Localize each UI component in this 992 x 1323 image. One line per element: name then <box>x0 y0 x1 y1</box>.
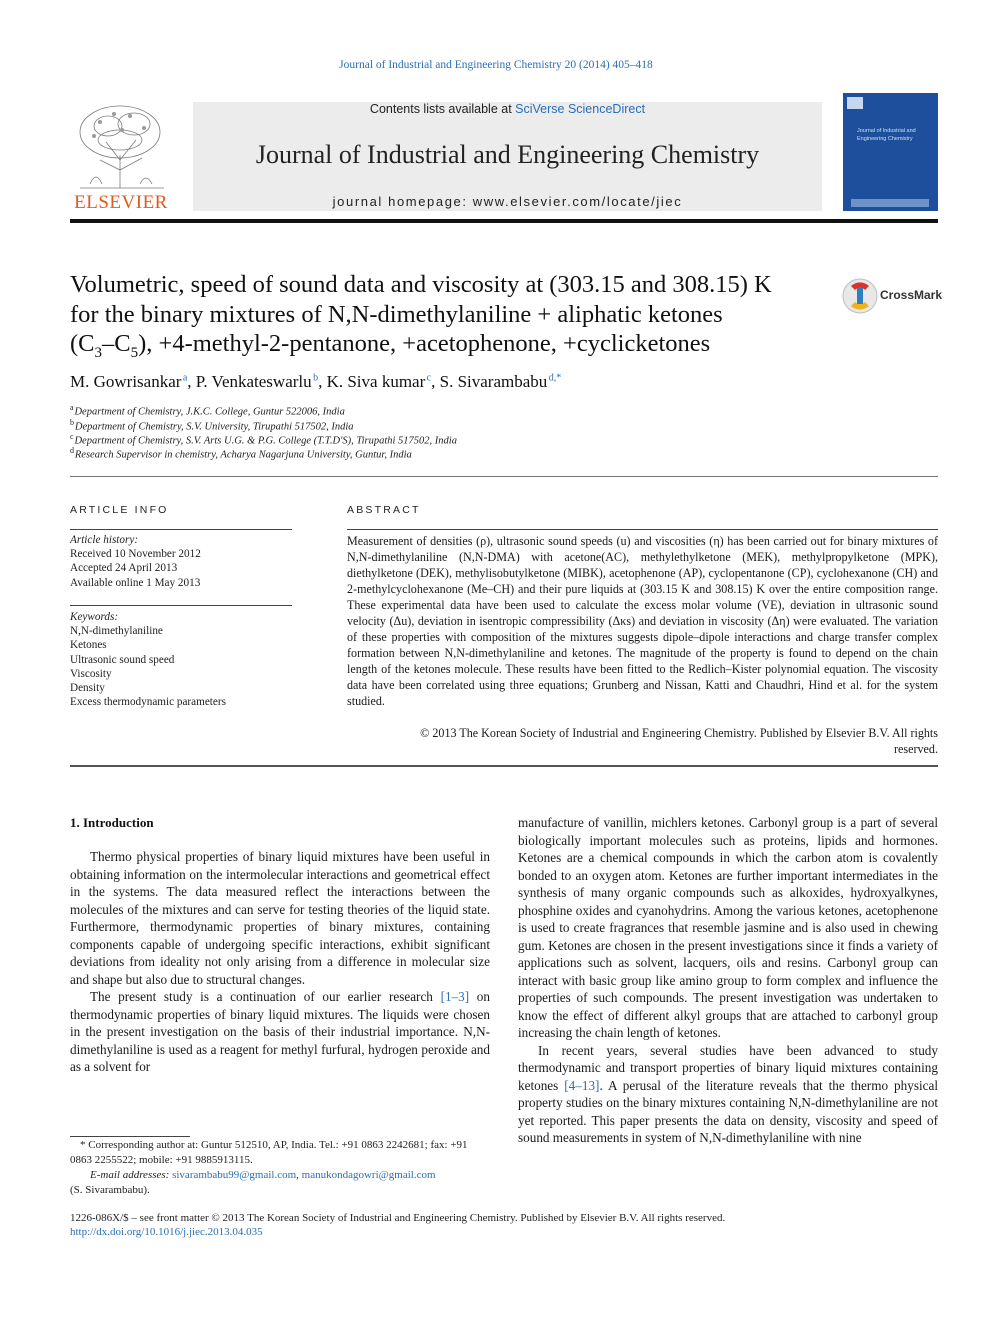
paragraph: manufacture of vanillin, michlers ketones. Carbonyl group is a part of several biologically important molecules such as proteins, lipids and hormones. Ketones are a chemical compounds in which the carbon atom is covalently bonded to an oxygen atom. Ketones are further important intermediates in the synthesis of many organic compounds such as alkoxides, hydroxyalkynes, phosphine oxides and cyanohydrins. Among the various ketones, acetophenone is used to create fragrances that resemble jasmine and is also used in chewing gum. Ketones are chosen in the present investigations since it finds a variety of applications such as solvent, lacquers, oils and resins. Carbonyl group can interact with basic group like amino group to form complex and influence the properties of such compounds. The present investigation was undertaken to know the effect of different alkyl groups that are attached to carbonyl group increasing the chain length of ketones. <box>518 815 938 1040</box>
elsevier-wordmark: ELSEVIER <box>74 192 168 213</box>
contents-availability: Contents lists available at SciVerse ScienceDirect <box>369 102 646 116</box>
paragraph: In recent years, several studies have been advanced to study thermodynamic and transport properties of binary liquid mixtures containing ketones [4–13]. A perusal of the literature reveals that the thermo physical property studies on the binary mixtures containing N,N-dimethylaniline are not yet reported. This paper presents the data on density, viscosity and speed of sound measurements in system of N,N-dimethylaniline with nine <box>518 1042 938 1145</box>
keyword: Ketones <box>70 639 107 652</box>
keyword: Density <box>70 682 105 695</box>
author-name[interactable]: P. Venkateswarlu <box>195 372 312 391</box>
body-column-right <box>518 814 938 1147</box>
keyword: Ultrasonic sound speed <box>70 653 175 666</box>
abstract-heading: ABSTRACT <box>347 504 421 516</box>
author-list: M. Gowrisankar $^a$, P. Venkateswarlu $^b$, K. Siva kumar $^c$, S. Sivarambabu $^{d,*}$ <box>70 372 562 391</box>
abstract-text: Measurement of densities (ρ), ultrasonic sound speeds (u) and viscosities (η) has been carried out for binary mixtures of N,N-dimethylaniline (N,N-DMA) with acetone(AC), methylethylketone (MEK), methylpropylketone (MPK), diethylketone (DEK), methylisobutylketone (MIBK), acetophenone (AP), cyclopentanone (CP), cyclohexanone (CH) and 2-methylcyclohexanone (Me–CH) and their pure liquids at (303.15 K and 308.15) K over the entire composition range. These experimental data have been used to calculate the excess molar volume (VE), deviation in ultrasonic sound velocity (Δu), deviation in isentropic compressibility (Δκs) and deviation in viscosity (Δη) were evaluated. The variation of these properties with composition of the mixtures suggests dipole–dipole interactions and charge transfer complex formation between N,N-dimethylaniline and ketones. The magnitude of the property is found to depend on the chain length of the ketones molecule. These results have been fitted to the Redlich–Kister polynomial equation. The viscosity data have been correlated using three equations; Grunberg and Nissan, Katti and Chaudhri, Hind et al. for the system studied. <box>347 534 938 708</box>
section-heading-introduction: 1. Introduction <box>70 815 154 830</box>
history-rule <box>70 605 292 606</box>
email-link[interactable]: manukondagowri@gmail.com <box>301 1169 436 1181</box>
abstract-copyright: © 2013 The Korean Society of Industrial and Engineering Chemistry. Published by Elsevier B.V. All rights reserved. <box>420 726 938 756</box>
email-link[interactable]: sivarambabu99@gmail.com <box>172 1169 297 1181</box>
author-name[interactable]: M. Gowrisankar <box>70 372 182 391</box>
keyword: Excess thermodynamic parameters <box>70 696 226 709</box>
reference-link[interactable]: [4–13] <box>564 1077 600 1093</box>
issn-line: 1226-086X/$ – see front matter © 2013 The Korean Society of Industrial and Engineering Chemistry. Published by Elsevier B.V. All rights reserved. <box>70 1212 726 1224</box>
author-name[interactable]: S. Sivarambabu <box>439 372 548 391</box>
affiliation-c: $^c$ Department of Chemistry, S.V. Arts U.G. & P.G. College (T.T.D'S), Tirupathi 517502, India <box>70 432 457 447</box>
cover-title: Journal of Industrial and Engineering Chemistry <box>857 128 916 142</box>
affiliation-a: $^a$ Department of Chemistry, J.K.C. College, Guntur 522006, India <box>70 403 345 418</box>
author-name[interactable]: K. Siva kumar <box>326 372 426 391</box>
cover-footer-band <box>851 199 929 207</box>
keyword: Viscosity <box>70 667 112 680</box>
abstract-divider <box>70 765 938 767</box>
article-info-heading: ARTICLE INFO <box>70 504 169 516</box>
article-history: Article history: Received 10 November 2012 Accepted 24 April 2013 Available online 1 May 2013 <box>70 534 201 589</box>
journal-cover-thumbnail[interactable] <box>843 93 938 211</box>
article-info-rule <box>70 529 292 530</box>
doi-link[interactable]: http://dx.doi.org/10.1016/j.jiec.2013.04.035 <box>70 1226 263 1238</box>
journal-citation-link[interactable]: Journal of Industrial and Engineering Chemistry 20 (2014) 405–418 <box>339 59 653 71</box>
paragraph: Thermo physical properties of binary liquid mixtures have been useful in obtaining information on the intermolecular interactions and geometrical effect in the systems. The data measured reflect the interactions between the molecules of the mixtures and can serve for testing theories of the liquid state. Furthermore, thermodynamic properties of binary mixtures, containing components capable of undergoing specific interactions, exhibit significant deviations from ideality not only arising from a difference in molecular size and shape but also due to structural changes. <box>70 849 490 987</box>
keywords-block: Keywords: N,N-dimethylaniline Ketones Ultrasonic sound speed Viscosity Density Excess thermodynamic parameters <box>70 610 292 709</box>
article-title: Volumetric, speed of sound data and viscosity at (303.15 and 308.15) K for the binary mixtures of N,N-dimethylaniline + aliphatic ketones $(C_3-C_5)$, +4-methyl-2-pentanone, +acetophenone, +cyclicketones <box>70 271 772 361</box>
keyword: N,N-dimethylaniline <box>70 625 163 638</box>
body-column-left <box>70 848 490 1076</box>
crossmark-label[interactable]: CrossMark <box>880 288 943 302</box>
header-divider <box>70 219 938 223</box>
reference-link[interactable]: [1–3] <box>440 989 470 1004</box>
affiliation-divider <box>70 476 938 477</box>
affiliation-b: $^b$ Department of Chemistry, S.V. University, Tirupathi 517502, India <box>70 418 354 433</box>
affiliation-d: $^d$ Research Supervisor in chemistry, Acharya Nagarjuna University, Guntur, India <box>70 446 412 461</box>
footnote-rule <box>70 1136 190 1137</box>
corresponding-author-footnote: * Corresponding author at: Guntur 512510, AP, India. Tel.: +91 0863 2242681; fax: +91 0863 2255522; mobile: +91 9885913115. E-mail addresses: sivarambabu99@gmail.com, manukondagowri@gmail.com (S. Sivarambabu). <box>70 1139 468 1196</box>
journal-homepage[interactable]: journal homepage: www.elsevier.com/locate/jiec <box>332 194 683 209</box>
sciencedirect-link[interactable]: SciVerse ScienceDirect <box>515 102 646 116</box>
abstract-rule <box>347 529 938 530</box>
journal-title: Journal of Industrial and Engineering Chemistry <box>255 140 760 169</box>
paragraph: The present study is a continuation of our earlier research [1–3] on thermodynamic properties of binary liquid mixtures. The liquids were chosen in the present investigation on the basis of their industrial importance. N,N-dimethylaniline is used as a reagent for methyl furfural, hydrogen peroxide and as a solvent for <box>70 989 490 1074</box>
cover-logo-icon <box>847 97 863 109</box>
